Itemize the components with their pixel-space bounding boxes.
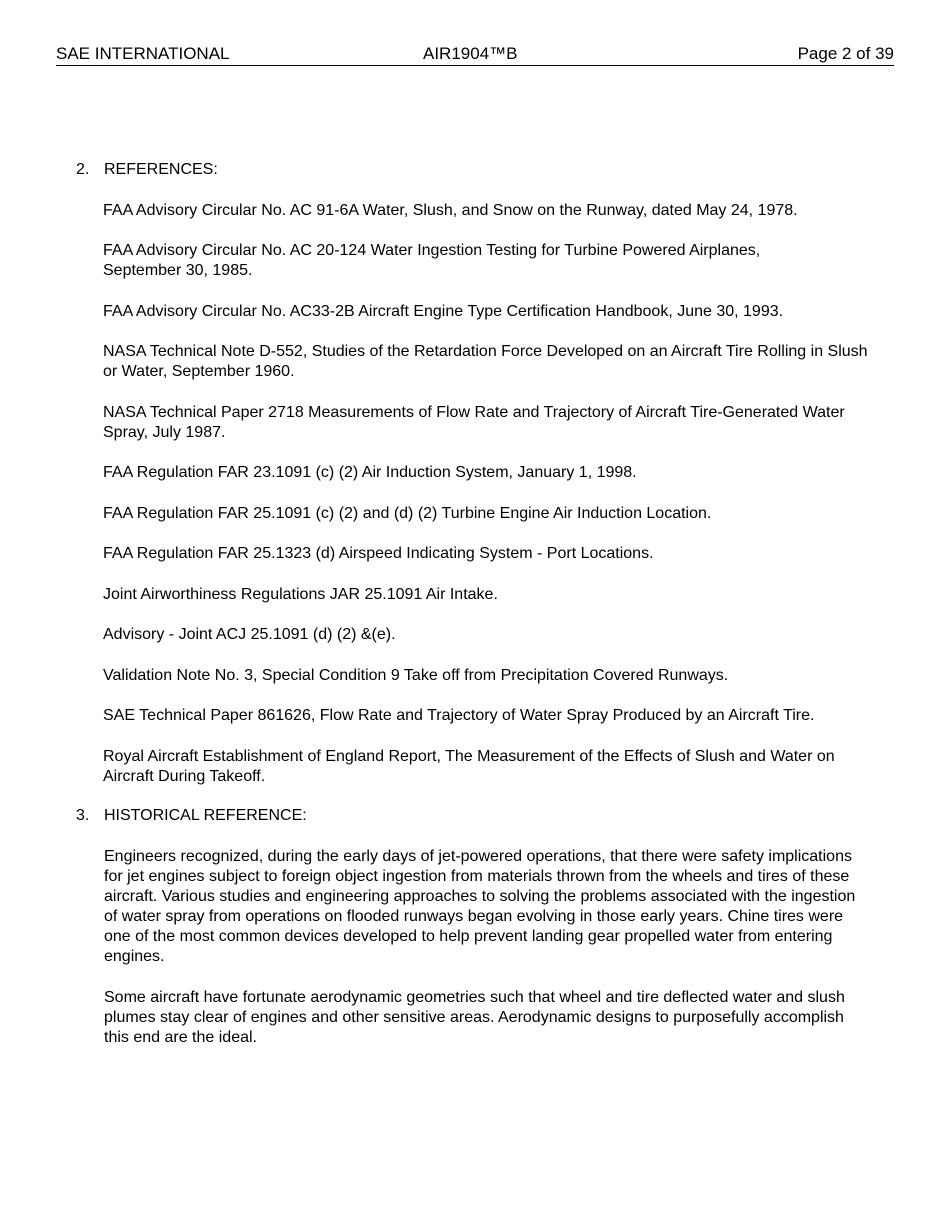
header-page-number: Page 2 of 39 (797, 44, 894, 63)
reference-item: Advisory - Joint ACJ 25.1091 (d) (2) &(e). (103, 626, 396, 643)
body-paragraph: Engineers recognized, during the early days of jet-powered operations, that there were safety implications for jet engines subject to foreign object ingestion from materials thrown from the wheels and tires of these aircraft. Various studies and engineering approaches to solving the problems associated with the ingestion of water spray from operations on flooded runways began evolving in those early years. Chine tires were one of the most common devices developed to help prevent landing gear propelled water from entering engines. (104, 848, 856, 965)
header-document-number: AIR1904™B (423, 44, 518, 63)
section-heading-references (76, 160, 218, 180)
reference-item: FAA Regulation FAR 23.1091 (c) (2) Air Induction System, January 1, 1998. (103, 464, 637, 481)
body-paragraph: Some aircraft have fortunate aerodynamic geometries such that wheel and tire deflected water and slush plumes stay clear of engines and other sensitive areas. Aerodynamic designs to purposefully accomplish this end are the ideal. (104, 989, 845, 1046)
reference-item: Validation Note No. 3, Special Condition 9 Take off from Precipitation Covered Runways. (103, 667, 729, 684)
section-heading-historical-reference (76, 806, 307, 826)
reference-item: NASA Technical Paper 2718 Measurements of Flow Rate and Trajectory of Aircraft Tire-Generated Water Spray, July 1987. (103, 404, 845, 441)
reference-item: FAA Advisory Circular No. AC 91-6A Water, Slush, and Snow on the Runway, dated May 24, 1978. (103, 202, 798, 219)
reference-item: FAA Advisory Circular No. AC 20-124 Water Ingestion Testing for Turbine Powered Airplanes, September 30, 1985. (103, 242, 761, 279)
reference-item: FAA Regulation FAR 25.1323 (d) Airspeed Indicating System - Port Locations. (103, 545, 654, 562)
page-header (56, 44, 894, 66)
reference-item: FAA Advisory Circular No. AC33-2B Aircraft Engine Type Certification Handbook, June 30, 1993. (103, 303, 784, 320)
section-number: 2. (76, 161, 90, 178)
section-title: HISTORICAL REFERENCE: (104, 807, 307, 824)
section-number: 3. (76, 807, 90, 824)
reference-item: Royal Aircraft Establishment of England Report, The Measurement of the Effects of Slush and Water on Aircraft During Takeoff. (103, 748, 835, 785)
section-title: REFERENCES: (104, 161, 218, 178)
header-organization: SAE INTERNATIONAL (56, 44, 230, 63)
reference-item: SAE Technical Paper 861626, Flow Rate and Trajectory of Water Spray Produced by an Aircraft Tire. (103, 707, 815, 724)
reference-item: FAA Regulation FAR 25.1091 (c) (2) and (d) (2) Turbine Engine Air Induction Location. (103, 505, 712, 522)
reference-item: NASA Technical Note D-552, Studies of the Retardation Force Developed on an Aircraft Tire Rolling in Slush or Water, September 1960. (103, 343, 868, 380)
reference-item: Joint Airworthiness Regulations JAR 25.1091 Air Intake. (103, 586, 498, 603)
